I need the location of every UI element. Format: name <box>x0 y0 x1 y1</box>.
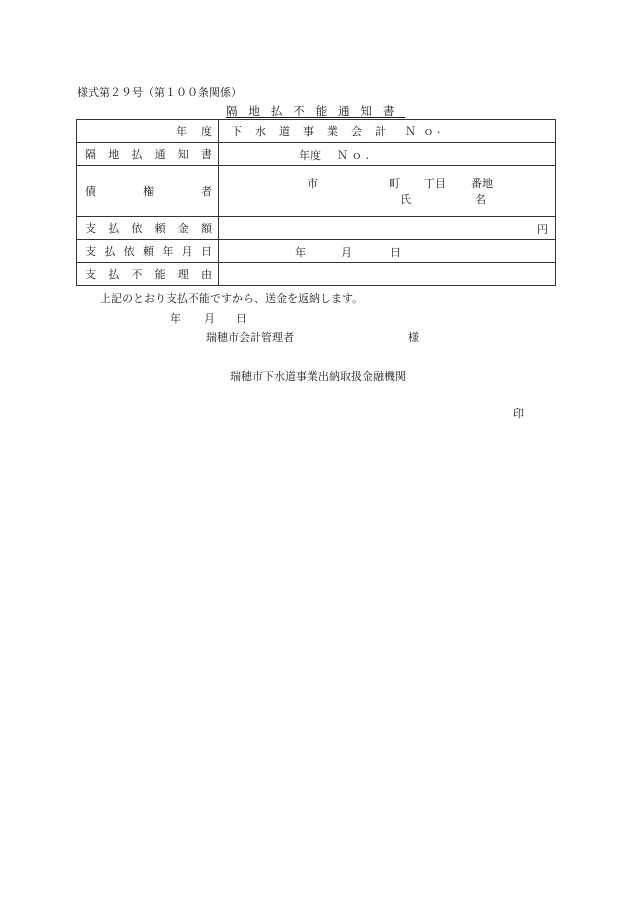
value-char: 事 <box>303 125 314 138</box>
label-char: 払 <box>104 245 116 258</box>
label-char: 払 <box>131 148 143 161</box>
addressee: 瑞穂市会計管理者 <box>206 331 294 344</box>
table-row-notice-number <box>77 143 556 166</box>
table-row-payment-date <box>77 240 556 263</box>
label-char: 者 <box>201 185 212 198</box>
label-creditor <box>77 166 219 217</box>
amount-unit-yen: 円 <box>537 223 548 236</box>
label-char: 払 <box>108 268 120 281</box>
creditor-town: 町 <box>389 177 400 190</box>
label-char: 年 <box>176 125 187 138</box>
label-char: 度 <box>201 125 212 138</box>
label-char: 払 <box>108 222 120 235</box>
date-day: 日 <box>390 246 401 259</box>
form-number: 様式第２９号（第１００条関係） <box>77 86 242 99</box>
label-char: 理 <box>177 268 189 281</box>
date-month: 月 <box>341 246 352 259</box>
footer-date-month: 月 <box>204 312 215 325</box>
value-reason[interactable] <box>219 263 556 286</box>
label-char: 知 <box>177 148 189 161</box>
label-char: 月 <box>181 245 193 258</box>
value-char: . <box>437 123 441 136</box>
label-payment-date <box>77 240 219 263</box>
honorific: 様 <box>408 331 419 344</box>
label-char: 支 <box>85 268 96 281</box>
value-notice-number[interactable] <box>219 143 556 166</box>
notification-form-table <box>76 119 556 286</box>
label-char: 通 <box>154 148 166 161</box>
footer-date-year: 年 <box>170 312 181 325</box>
value-char: 道 <box>279 125 290 138</box>
value-payment-amount[interactable] <box>219 217 556 240</box>
table-row-fiscal-year <box>77 120 556 143</box>
footer-date-day: 日 <box>236 312 247 325</box>
label-payment-amount <box>77 217 219 240</box>
label-reason <box>77 263 219 286</box>
label-fiscal-year <box>77 120 219 143</box>
seal-mark: 印 <box>513 407 524 420</box>
date-year: 年 <box>295 246 306 259</box>
creditor-chome: 丁目 <box>424 177 446 190</box>
label-char: 権 <box>143 185 154 198</box>
label-char: 由 <box>200 268 212 281</box>
label-char: 書 <box>200 148 212 161</box>
value-fiscal-year[interactable] <box>219 120 556 143</box>
label-char: 支 <box>85 222 96 235</box>
notice-no-label: Ｎｏ. <box>337 149 373 162</box>
value-payment-date[interactable] <box>219 240 556 263</box>
creditor-shi: 氏 <box>400 193 411 206</box>
document-title: 隔地払不能通知書 <box>226 104 406 118</box>
label-char: 頼 <box>142 245 154 258</box>
label-char: 依 <box>131 222 143 235</box>
table-row-payment-amount <box>77 217 556 240</box>
value-char: 下 <box>231 125 242 138</box>
label-char: 地 <box>108 148 120 161</box>
label-char: 金 <box>177 222 189 235</box>
value-creditor[interactable] <box>219 166 556 217</box>
label-char: 不 <box>131 268 143 281</box>
label-char: 額 <box>200 222 212 235</box>
value-char: 会 <box>351 125 362 138</box>
label-char: 債 <box>85 185 96 198</box>
value-char: 業 <box>327 125 338 138</box>
notice-year-label: 年度 <box>299 149 321 162</box>
label-char: 能 <box>154 268 166 281</box>
label-char: 頼 <box>154 222 166 235</box>
financial-institution: 瑞穂市下水道事業出納取扱金融機関 <box>230 370 406 383</box>
value-char: ｏ <box>423 125 434 138</box>
creditor-mei: 名 <box>475 193 486 206</box>
label-char: 依 <box>123 245 135 258</box>
label-char: 年 <box>162 245 174 258</box>
label-char: 日 <box>200 245 212 258</box>
creditor-city: 市 <box>307 177 318 190</box>
table-row-reason <box>77 263 556 286</box>
table-row-creditor <box>77 166 556 217</box>
label-char: 隔 <box>85 148 96 161</box>
value-char: 計 <box>375 125 386 138</box>
label-char: 支 <box>85 245 96 258</box>
value-char: 水 <box>255 125 266 138</box>
value-char: Ｎ <box>405 125 416 138</box>
creditor-banchi: 番地 <box>471 177 493 190</box>
label-notice-number <box>77 143 219 166</box>
notice-text: 上記のとおり支払不能ですから、送金を返納します。 <box>100 292 364 305</box>
